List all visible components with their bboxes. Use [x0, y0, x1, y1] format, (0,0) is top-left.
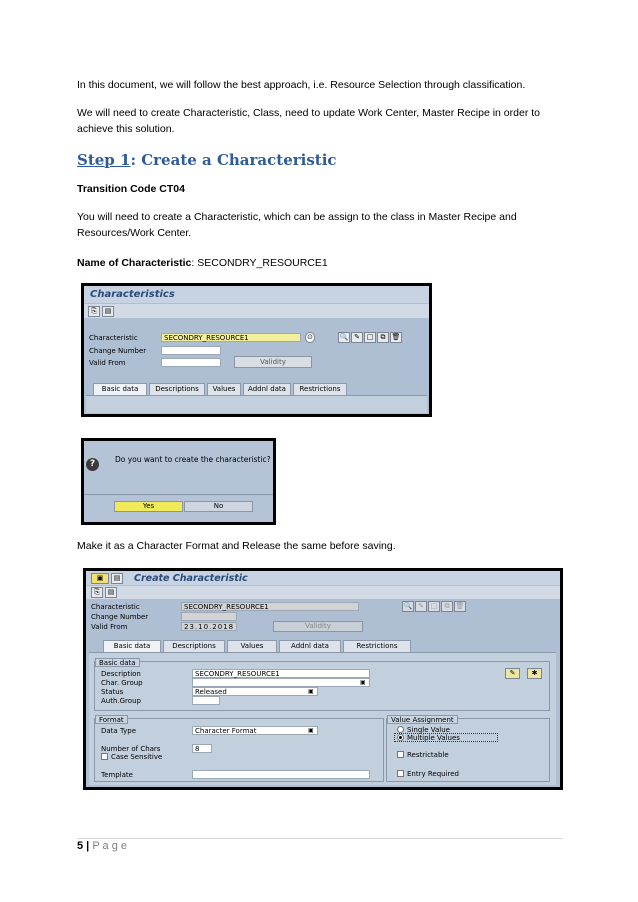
- transition-code: Transition Code CT04: [77, 183, 185, 195]
- copy-icon[interactable]: ⧉: [441, 601, 453, 612]
- footer-divider: [77, 838, 563, 839]
- valid-from-value: 23.10.2018: [181, 622, 237, 631]
- tab-addnl-data[interactable]: Addnl data: [279, 640, 341, 652]
- char-group-label: Char. Group: [101, 679, 143, 687]
- tab-addnl-data[interactable]: Addnl data: [243, 383, 291, 395]
- where-used-icon[interactable]: ▤: [105, 587, 117, 598]
- display-icon[interactable]: 🔍: [339, 333, 349, 341]
- tab-descriptions[interactable]: Descriptions: [163, 640, 225, 652]
- char-name-line: [77, 255, 567, 271]
- tab-descriptions[interactable]: Descriptions: [149, 383, 205, 395]
- radio-selected-dot: [399, 736, 402, 739]
- description-input[interactable]: SECONDRY_RESOURCE1: [192, 669, 370, 678]
- single-value-radio[interactable]: [397, 726, 404, 733]
- tab-body: [86, 395, 427, 413]
- characteristics-screen: [81, 283, 432, 417]
- dialog-question: Do you want to create the characteristic?: [115, 455, 271, 464]
- create-char-paragraph: You will need to create a Characteristic, which can be assign to the class in Master Recipe and Resources/Work Center.: [77, 211, 517, 239]
- delete-icon[interactable]: 🗑: [455, 602, 465, 610]
- change-number-label: Change Number: [89, 347, 147, 355]
- step-title: : Create a Characteristic: [130, 151, 337, 169]
- screen-title: Create Characteristic: [134, 573, 248, 584]
- case-sensitive-label: Case Sensitive: [111, 753, 163, 761]
- settings-icon[interactable]: ✱: [527, 668, 542, 679]
- auth-group-label: Auth.Group: [101, 697, 141, 705]
- valid-from-label: Valid From: [91, 623, 128, 631]
- delete-icon[interactable]: 🗑: [391, 333, 401, 341]
- display-icon[interactable]: 🔍: [403, 602, 413, 610]
- change-number-input[interactable]: [161, 346, 221, 355]
- page-footer: [77, 840, 127, 852]
- data-type-select[interactable]: Character Format: [192, 726, 318, 735]
- application-toolbar: [86, 586, 560, 599]
- page-number: 5: [77, 840, 84, 852]
- change-number-label: Change Number: [91, 613, 149, 621]
- valid-from-label: Valid From: [89, 359, 126, 367]
- characteristic-label: Characteristic: [89, 334, 138, 342]
- characteristic-value: SECONDRY_RESOURCE1: [181, 602, 359, 611]
- template-label: Template: [101, 771, 133, 779]
- question-icon: ?: [86, 458, 99, 471]
- template-input[interactable]: [192, 770, 370, 779]
- char-group-input[interactable]: [192, 678, 370, 687]
- format-group-title: Format: [95, 715, 128, 724]
- restrictable-label: Restrictable: [407, 751, 449, 759]
- text-icon[interactable]: ✎: [505, 668, 520, 679]
- yes-button[interactable]: Yes: [114, 501, 183, 512]
- create-characteristic-screen: [83, 568, 563, 790]
- char-group-dropdown-icon[interactable]: ▣: [360, 679, 366, 686]
- number-of-chars-label: Number of Chars: [101, 745, 161, 753]
- entry-required-checkbox[interactable]: [397, 770, 404, 777]
- create-icon[interactable]: □: [428, 601, 440, 612]
- characteristic-input[interactable]: SECONDRY_RESOURCE1: [161, 333, 301, 342]
- application-toolbar: [84, 304, 429, 318]
- valid-from-input[interactable]: [161, 358, 221, 367]
- description-label: Description: [101, 670, 141, 678]
- confirm-dialog: [81, 438, 276, 525]
- validity-button[interactable]: Validity: [273, 621, 363, 632]
- copy-icon[interactable]: ⧉: [377, 332, 389, 343]
- tab-restrictions[interactable]: Restrictions: [343, 640, 411, 652]
- step-number: Step 1: [77, 151, 131, 169]
- number-of-chars-input[interactable]: 8: [192, 744, 212, 753]
- change-icon[interactable]: ✎: [415, 601, 427, 612]
- characteristic-label: Characteristic: [91, 603, 140, 611]
- change-number-value: [181, 612, 237, 621]
- status-label: Status: [101, 688, 124, 696]
- entry-required-label: Entry Required: [407, 770, 460, 778]
- multiple-values-radio[interactable]: [397, 734, 404, 741]
- case-sensitive-checkbox[interactable]: [101, 753, 108, 760]
- multiple-values-label: Multiple Values: [407, 734, 460, 742]
- dialog-divider: [84, 494, 273, 495]
- search-help-icon[interactable]: ⊙: [305, 332, 315, 343]
- tab-basic-data[interactable]: Basic data: [103, 640, 161, 652]
- char-name-label: Name of Characteristic: [77, 257, 192, 269]
- other-object-icon[interactable]: ⎘: [91, 587, 103, 598]
- change-icon[interactable]: ✎: [351, 332, 363, 343]
- validity-button[interactable]: Validity: [234, 356, 312, 368]
- status-select[interactable]: Released: [192, 687, 318, 696]
- page-separator: |: [83, 840, 93, 852]
- restrictable-checkbox[interactable]: [397, 751, 404, 758]
- screen-icon[interactable]: ▤: [111, 573, 123, 584]
- char-name-value: : SECONDRY_RESOURCE1: [191, 257, 328, 269]
- format-instruction: Make it as a Character Format and Release the same before saving.: [77, 540, 396, 552]
- value-assignment-group-title: Value Assignment: [387, 715, 458, 724]
- create-icon[interactable]: □: [364, 332, 376, 343]
- intro-paragraph: In this document, we will follow the best approach, i.e. Resource Selection through classification.: [77, 79, 526, 91]
- page-word: P a g e: [92, 840, 127, 852]
- tab-restrictions[interactable]: Restrictions: [293, 383, 347, 395]
- tab-values[interactable]: Values: [207, 383, 241, 395]
- data-type-label: Data Type: [101, 727, 137, 735]
- menu-icon[interactable]: ▣: [91, 573, 109, 584]
- where-used-icon[interactable]: ▤: [102, 306, 114, 317]
- data-type-dropdown-icon[interactable]: ▣: [308, 727, 314, 734]
- requirements-paragraph: We will need to create Characteristic, Class, need to update Work Center, Master Recipe in order to achieve this solution.: [77, 107, 540, 135]
- status-dropdown-icon[interactable]: ▣: [308, 688, 314, 695]
- tab-basic-data[interactable]: Basic data: [93, 383, 147, 395]
- auth-group-input[interactable]: [192, 696, 220, 705]
- screen-title: Characteristics: [90, 289, 175, 300]
- no-button[interactable]: No: [184, 501, 253, 512]
- other-object-icon[interactable]: ⎘: [88, 306, 100, 317]
- basic-data-group-title: Basic data: [95, 658, 140, 667]
- step-heading: [77, 151, 337, 169]
- single-value-label: Single Value: [407, 726, 450, 734]
- tab-values[interactable]: Values: [227, 640, 277, 652]
